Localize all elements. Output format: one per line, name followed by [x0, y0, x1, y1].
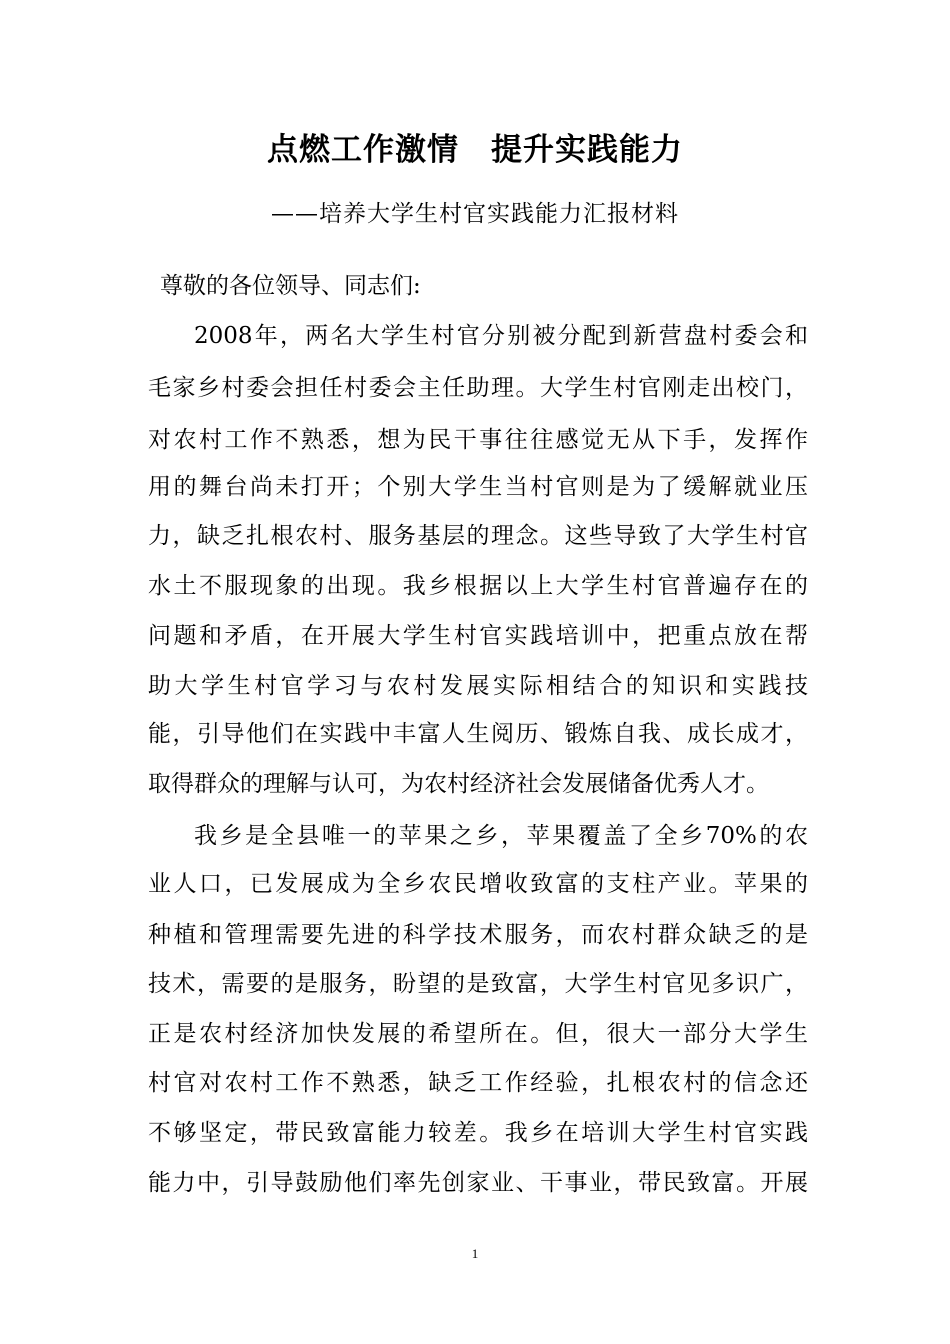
paragraph-line: 力，缺乏扎根农村、服务基层的理念。这些导致了大学生村官	[148, 523, 808, 549]
page-number: 1	[471, 1246, 479, 1261]
paragraph-line: 对农村工作不熟悉，想为民干事往往感觉无从下手，发挥作	[148, 427, 808, 453]
paragraph-line: 能，引导他们在实践中丰富人生阅历、锻炼自我、成长成才，	[148, 721, 808, 747]
document-subtitle: ——培养大学生村官实践能力汇报材料	[271, 201, 679, 227]
paragraph-line: 问题和矛盾，在开展大学生村官实践培训中，把重点放在帮	[148, 623, 808, 649]
paragraph-line: 技术，需要的是服务，盼望的是致富，大学生村官见多识广，	[148, 971, 808, 997]
paragraph-line: 2008年，两名大学生村官分别被分配到新营盘村委会和	[194, 323, 808, 349]
paragraph-line: 毛家乡村委会担任村委会主任助理。大学生村官刚走出校门，	[148, 375, 808, 401]
paragraph-line: 种植和管理需要先进的科学技术服务，而农村群众缺乏的是	[148, 922, 808, 948]
paragraph-line: 正是农村经济加快发展的希望所在。但，很大一部分大学生	[148, 1021, 808, 1047]
paragraph-line: 不够坚定，带民致富能力较差。我乡在培训大学生村官实践	[148, 1120, 808, 1146]
paragraph-line: 我乡是全县唯一的苹果之乡，苹果覆盖了全乡70%的农	[194, 823, 808, 849]
greeting: 尊敬的各位领导、同志们:	[160, 273, 421, 299]
paragraph-line: 村官对农村工作不熟悉，缺乏工作经验，扎根农村的信念还	[148, 1070, 808, 1096]
paragraph-line: 业人口，已发展成为全乡农民增收致富的支柱产业。苹果的	[148, 871, 808, 897]
paragraph-line: 助大学生村官学习与农村发展实际相结合的知识和实践技	[148, 673, 808, 699]
paragraph-line: 水土不服现象的出现。我乡根据以上大学生村官普遍存在的	[148, 573, 808, 599]
paragraph-line: 用的舞台尚未打开；个别大学生当村官则是为了缓解就业压	[148, 474, 808, 500]
paragraph-line: 能力中，引导鼓励他们率先创家业、干事业，带民致富。开展	[148, 1170, 808, 1196]
paragraph-line: 取得群众的理解与认可，为农村经济社会发展储备优秀人才。	[148, 771, 769, 797]
document-title: 点燃工作激情 提升实践能力	[267, 132, 683, 168]
